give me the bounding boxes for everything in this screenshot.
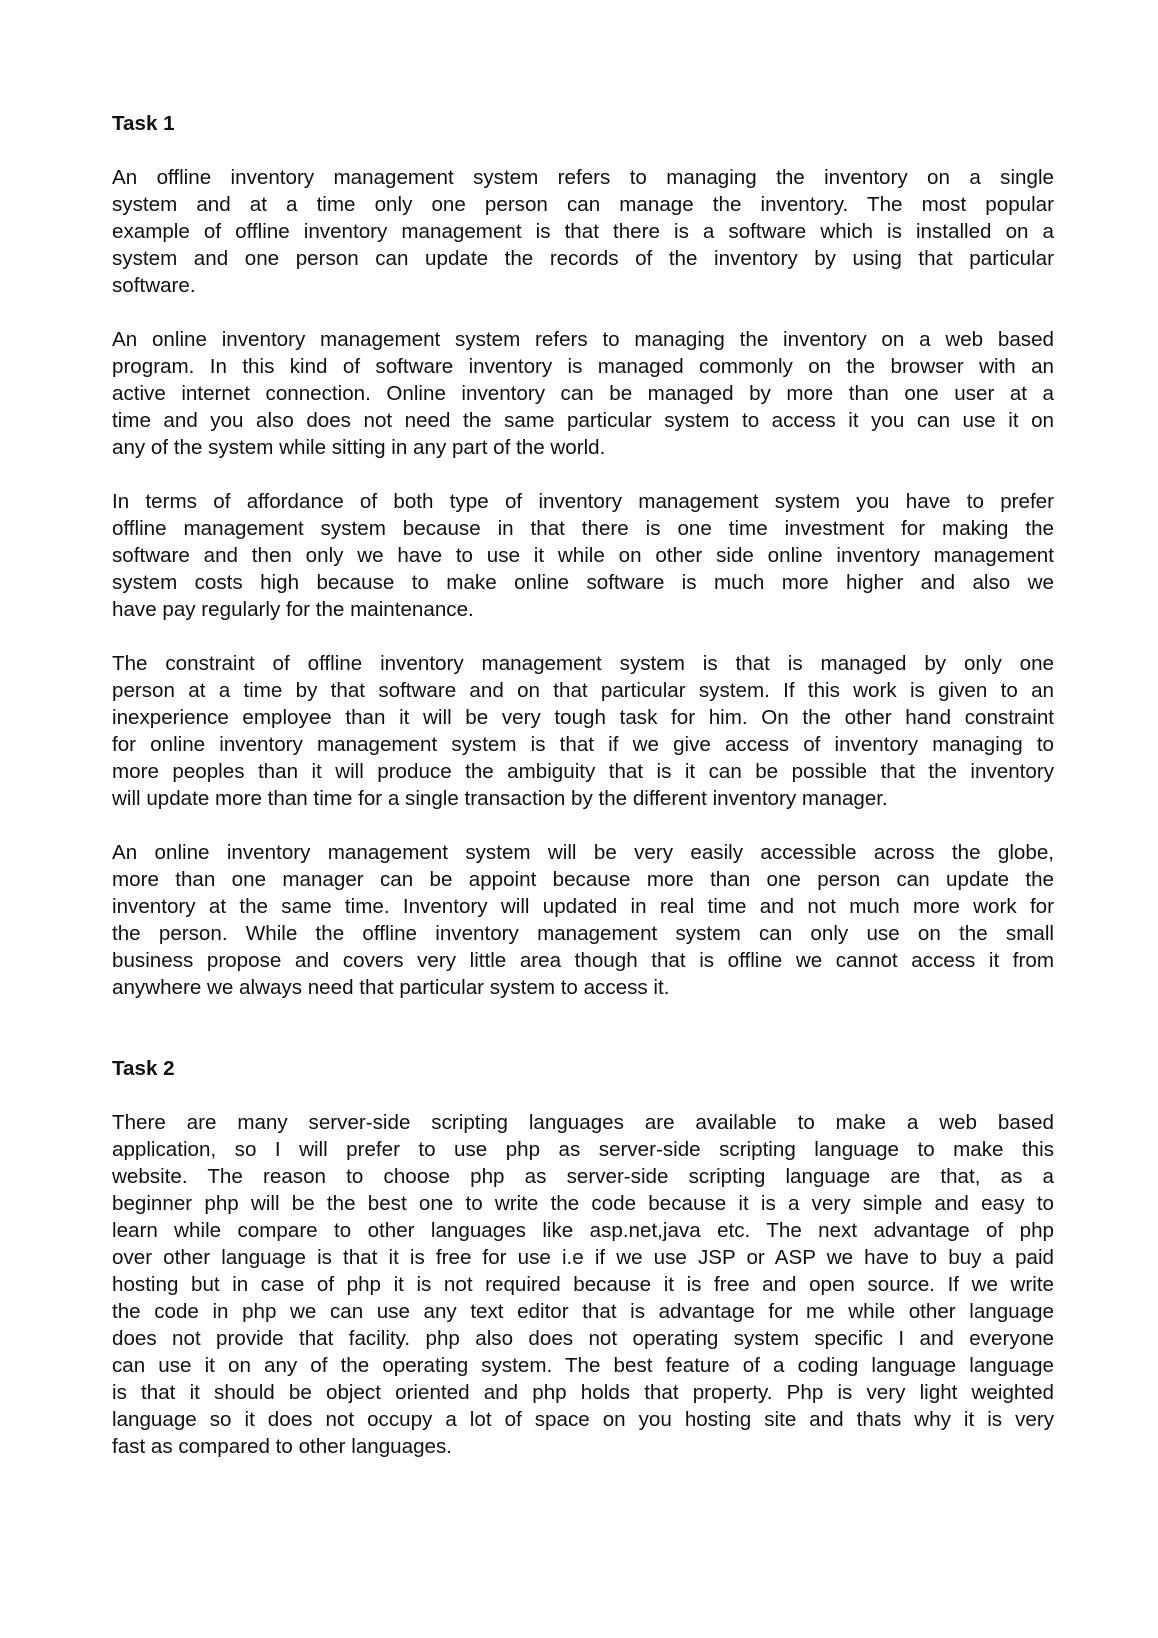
document-page: [112, 110, 1054, 1487]
text-line: more than one manager can be appoint because more than one person can update the: [112, 868, 1054, 891]
text-line: application, so I will prefer to use php as server-side scripting language to make this: [112, 1138, 1054, 1161]
text-line: any of the system while sitting in any part of the world.: [112, 436, 606, 459]
text-line: An online inventory management system refers to managing the inventory on a web based: [112, 328, 1054, 351]
text-line: learn while compare to other languages like asp.net,java etc. The next advantage of php: [112, 1219, 1054, 1242]
text-line: inventory at the same time. Inventory will updated in real time and not much more work for: [112, 895, 1054, 918]
text-line: offline management system because in that there is one time investment for making the: [112, 517, 1054, 540]
text-line: system and one person can update the records of the inventory by using that particular: [112, 247, 1054, 270]
text-line: does not provide that facility. php also does not operating system specific I and everyone: [112, 1327, 1054, 1350]
text-line: In terms of affordance of both type of inventory management system you have to prefer: [112, 490, 1054, 513]
text-line: website. The reason to choose php as server-side scripting language are that, as a: [112, 1165, 1054, 1188]
paragraph: [112, 326, 1054, 461]
paragraph: [112, 164, 1054, 299]
text-line: fast as compared to other languages.: [112, 1435, 453, 1458]
text-line: system and at a time only one person can manage the inventory. The most popular: [112, 193, 1054, 216]
text-line: An online inventory management system will be very easily accessible across the globe,: [112, 841, 1054, 864]
paragraph: [112, 1109, 1054, 1460]
text-line: for online inventory management system is that if we give access of inventory managing to: [112, 733, 1054, 756]
text-line: language so it does not occupy a lot of space on you hosting site and thats why it is very: [112, 1408, 1054, 1431]
text-line: can use it on any of the operating system. The best feature of a coding language language: [112, 1354, 1054, 1377]
section-task-2: [112, 1055, 1054, 1460]
text-line: hosting but in case of php it is not required because it is free and open source. If we write: [112, 1273, 1054, 1296]
text-line: business propose and covers very little area though that is offline we cannot access it from: [112, 949, 1054, 972]
paragraph: [112, 839, 1054, 1001]
text-line: There are many server-side scripting languages are available to make a web based: [112, 1111, 1054, 1134]
text-line: time and you also does not need the same particular system to access it you can use it on: [112, 409, 1054, 432]
text-line: anywhere we always need that particular system to access it.: [112, 976, 670, 999]
text-line: The constraint of offline inventory management system is that is managed by only one: [112, 652, 1054, 675]
section-heading: Task 1: [112, 112, 175, 135]
text-line: program. In this kind of software inventory is managed commonly on the browser with an: [112, 355, 1054, 378]
text-line: software and then only we have to use it while on other side online inventory management: [112, 544, 1054, 567]
text-line: inexperience employee than it will be very tough task for him. On the other hand constraint: [112, 706, 1054, 729]
text-line: over other language is that it is free for use i.e if we use JSP or ASP we have to buy a paid: [112, 1246, 1054, 1269]
paragraph: [112, 488, 1054, 623]
text-line: example of offline inventory management is that there is a software which is installed on a: [112, 220, 1054, 243]
text-line: the person. While the offline inventory management system can only use on the small: [112, 922, 1054, 945]
text-line: more peoples than it will produce the ambiguity that is it can be possible that the inventory: [112, 760, 1054, 783]
text-line: will update more than time for a single transaction by the different inventory manager.: [112, 787, 888, 810]
text-line: have pay regularly for the maintenance.: [112, 598, 474, 621]
text-line: software.: [112, 274, 196, 297]
text-line: is that it should be object oriented and php holds that property. Php is very light weighted: [112, 1381, 1054, 1404]
text-line: person at a time by that software and on that particular system. If this work is given to an: [112, 679, 1054, 702]
text-line: active internet connection. Online inventory can be managed by more than one user at a: [112, 382, 1054, 405]
section-heading: Task 2: [112, 1057, 175, 1080]
section-task-1: [112, 110, 1054, 1001]
paragraph: [112, 650, 1054, 812]
text-line: the code in php we can use any text editor that is advantage for me while other language: [112, 1300, 1054, 1323]
text-line: system costs high because to make online software is much more higher and also we: [112, 571, 1054, 594]
text-line: beginner php will be the best one to write the code because it is a very simple and easy to: [112, 1192, 1054, 1215]
text-line: An offline inventory management system refers to managing the inventory on a single: [112, 166, 1054, 189]
